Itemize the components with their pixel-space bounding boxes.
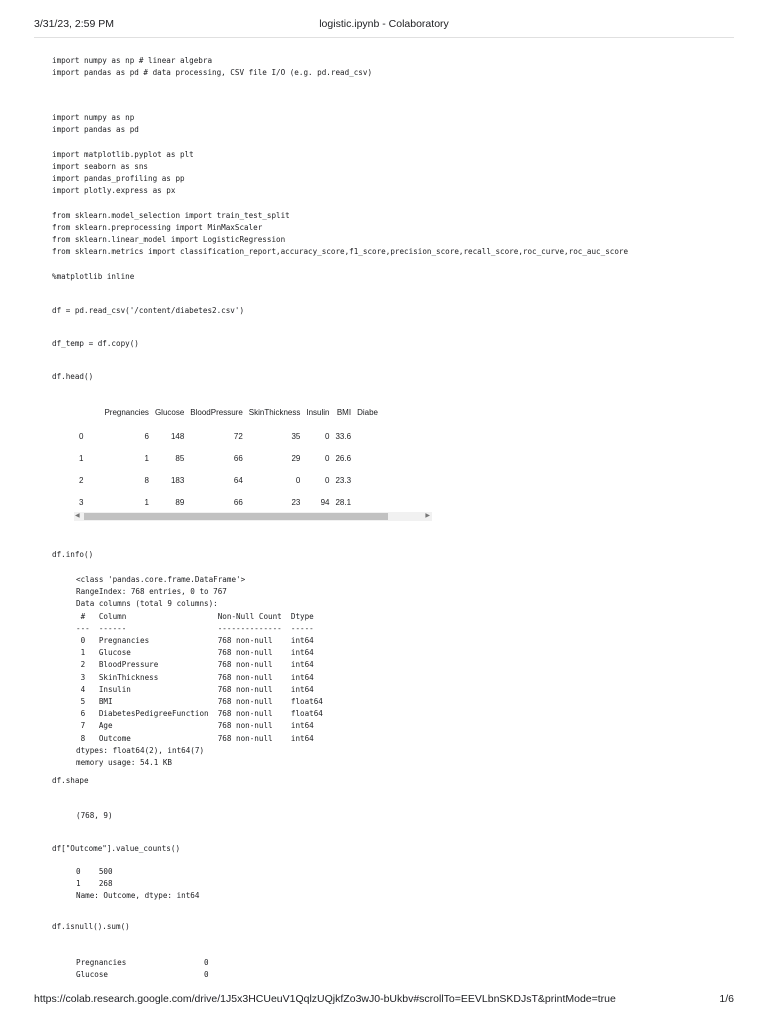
table-cell: 26.6	[335, 454, 352, 463]
col-bmi: BMI	[336, 408, 352, 417]
scrollbar-thumb[interactable]	[84, 513, 388, 520]
table-cell: 33.6	[335, 432, 352, 441]
table-cell: 28.1	[335, 498, 352, 507]
table-row	[76, 429, 381, 451]
info-output: <class 'pandas.core.frame.DataFrame'> RangeIndex: 768 entries, 0 to 767 Data columns (total 9 columns): # Column Non-Null Count Dtype --- ------ -------------- ----- 0 Pregnancies 768 non-null int64 1 Glucose 768 non-null int64 2 BloodPressure 768 non-null int64 3 SkinThickness 768 non-null int64 4 Insulin 768 non-null int64 5 BMI 768 non-null float64 6 DiabetesPedigreeFunction 768 non-null float64 7 Age 768 non-null int64 8 Outcome 768 non-null int64 dtypes: float64(2), int64(7) memory usage: 54.1 KB	[76, 575, 323, 768]
print-header	[34, 18, 734, 32]
table-cell: 72	[233, 432, 243, 441]
table-cell	[354, 473, 381, 495]
table-cell: 0	[79, 432, 84, 441]
table-cell: 0	[325, 454, 330, 463]
code-cell-info[interactable]: df.info()	[52, 550, 94, 559]
shape-output: (768, 9)	[76, 811, 113, 820]
code-cell-head[interactable]: df.head()	[52, 372, 94, 381]
table-cell: 8	[144, 476, 149, 485]
table-cell: 85	[175, 454, 185, 463]
page-url: https://colab.research.google.com/drive/1J5x3HCUeuV1QqlzUQjkfZo3wJ0-bUkbv#scrollTo=EEVLbnSKDJsT&printMode=true	[34, 993, 616, 1005]
code-cell-shape[interactable]: df.shape	[52, 776, 89, 785]
table-cell	[354, 451, 381, 473]
code-cell-read-csv[interactable]: df = pd.read_csv('/content/diabetes2.csv')	[52, 306, 245, 315]
table-cell: 0	[325, 432, 330, 441]
table-cell: 29	[291, 454, 301, 463]
head-output-table	[76, 404, 432, 522]
code-cell-libraries[interactable]: import numpy as np import pandas as pd import matplotlib.pyplot as plt import seaborn as sns import pandas_profiling as pp import plotly.express as px from sklearn.model_selection import train_test_split from sklearn.preprocessing import MinMaxScaler from sklearn.linear_model import LogisticRegression from sklearn.metrics import classification_report,accuracy_score,f1_score,precision_score,recall_score,roc_curve,roc_auc_score %matplotlib inline	[52, 113, 629, 281]
table-cell: 66	[233, 454, 243, 463]
table-cell: 23.3	[335, 476, 352, 485]
table-cell	[354, 429, 381, 451]
col-index	[76, 404, 101, 429]
code-cell-imports[interactable]: import numpy as np # linear algebra import pandas as pd # data processing, CSV file I/O (e.g. pd.read_csv)	[52, 56, 373, 78]
table-cell: 1	[79, 454, 84, 463]
table-cell: 66	[233, 498, 243, 507]
table-row	[76, 451, 381, 473]
table-cell: 1	[144, 498, 149, 507]
col-glucose: Glucose	[154, 408, 185, 417]
table-cell: 183	[170, 476, 185, 485]
scroll-left-arrow-icon[interactable]: ◀	[75, 513, 80, 519]
col-skinthickness: SkinThickness	[248, 408, 301, 417]
table-header-row	[76, 404, 381, 429]
notebook-title: logistic.ipynb - Colaboratory	[319, 18, 449, 30]
table-row	[76, 473, 381, 495]
table-cell: 0	[325, 476, 330, 485]
table-cell: 94	[320, 498, 330, 507]
isnull-output: Pregnancies 0 Glucose 0	[76, 958, 209, 980]
table-cell: 1	[144, 454, 149, 463]
scroll-right-arrow-icon[interactable]: ▶	[425, 513, 430, 519]
table-cell: 6	[144, 432, 149, 441]
table-cell: 148	[170, 432, 185, 441]
table-cell: 89	[175, 498, 185, 507]
col-insulin: Insulin	[306, 408, 330, 417]
col-diabetes-truncated: Diabe	[357, 408, 378, 417]
page-number: 1/6	[719, 993, 734, 1005]
print-datetime: 3/31/23, 2:59 PM	[34, 18, 114, 30]
dataframe-table	[76, 404, 381, 517]
value-counts-output: 0 500 1 268 Name: Outcome, dtype: int64	[76, 867, 200, 901]
table-cell: 0	[295, 476, 301, 485]
table-cell: 35	[291, 432, 301, 441]
print-footer	[34, 993, 734, 1007]
col-pregnancies: Pregnancies	[104, 408, 149, 417]
table-horizontal-scrollbar[interactable]	[74, 512, 432, 521]
table-cell: 64	[233, 476, 243, 485]
col-bloodpressure: BloodPressure	[190, 408, 243, 417]
code-cell-copy[interactable]: df_temp = df.copy()	[52, 339, 139, 348]
code-cell-value-counts[interactable]: df["Outcome"].value_counts()	[52, 844, 181, 853]
header-divider	[34, 37, 734, 38]
table-cell: 3	[79, 498, 84, 507]
code-cell-isnull[interactable]: df.isnull().sum()	[52, 922, 130, 931]
table-cell: 2	[79, 476, 84, 485]
table-cell: 23	[291, 498, 301, 507]
